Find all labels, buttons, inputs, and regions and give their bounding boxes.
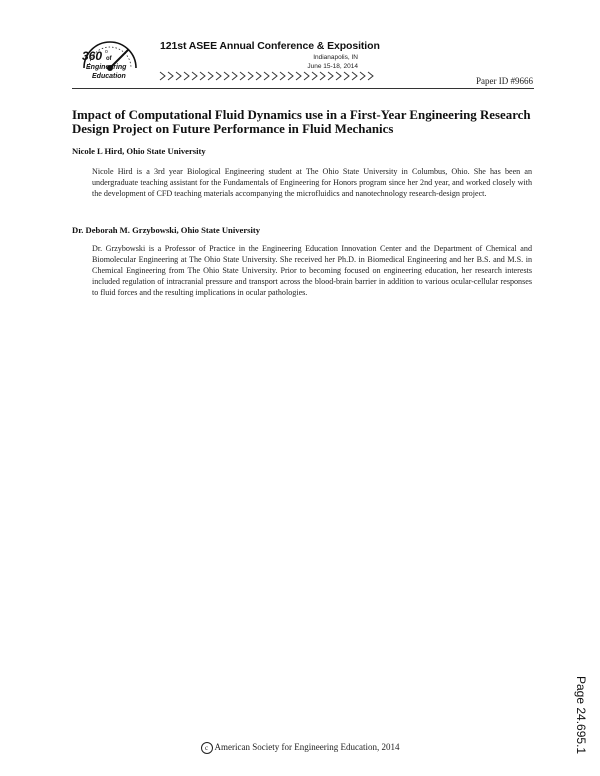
- svg-text:o: o: [105, 49, 108, 55]
- svg-text:of: of: [106, 56, 112, 62]
- author-name: Nicole L Hird, Ohio State University: [72, 146, 206, 156]
- copyright-icon: c: [201, 742, 213, 754]
- svg-text:Engineering: Engineering: [86, 64, 127, 71]
- chevron-decoration: [158, 70, 376, 82]
- conference-dates: June 15-18, 2014: [307, 63, 358, 70]
- footer-text: American Society for Engineering Education, 2014: [214, 742, 400, 753]
- header-divider: [72, 88, 534, 89]
- svg-text:360: 360: [82, 49, 103, 63]
- conference-logo: [80, 38, 160, 82]
- conference-location: Indianapolis, IN: [313, 54, 358, 61]
- page-stamp: Page 24.695.1: [574, 676, 588, 755]
- svg-text:Education: Education: [92, 73, 126, 80]
- author-name: Dr. Deborah M. Grzybowski, Ohio State University: [72, 225, 261, 235]
- footer: [0, 742, 600, 754]
- conference-name: 121st ASEE Annual Conference & Exposition: [160, 40, 380, 52]
- author-bio: Nicole Hird is a 3rd year Biological Engineering student at The Ohio State University in Columbus, Ohio. She has been an undergraduate teaching assistant for the Fundamentals of Engineering for Honors program since her 2nd year, and worked closely with the development of CFD teaching materials accompanying the microfluidics and nanotechnology research-design project.: [92, 167, 532, 198]
- author-bio: Dr. Grzybowski is a Professor of Practice in the Engineering Education Innovation Center and the Department of Chemical and Biomolecular Engineering at The Ohio State University. She received her Ph.D. in Biomedical Engineering and her B.S. and M.S. in Chemical Engineering from The Ohio State University. Prior to becoming focused on engineering education, her research interests included regulation of intracranial pressure and transport across the blood-brain barrier in addition to various ocular-cellular responses to fluid forces and the resulting implications in ocular pathologies.: [92, 244, 532, 297]
- paper-id: Paper ID #9666: [476, 76, 533, 86]
- paper-title: Impact of Computational Fluid Dynamics use in a First-Year Engineering Research Design Project on Future Performance in Fluid Mechanics: [72, 108, 531, 136]
